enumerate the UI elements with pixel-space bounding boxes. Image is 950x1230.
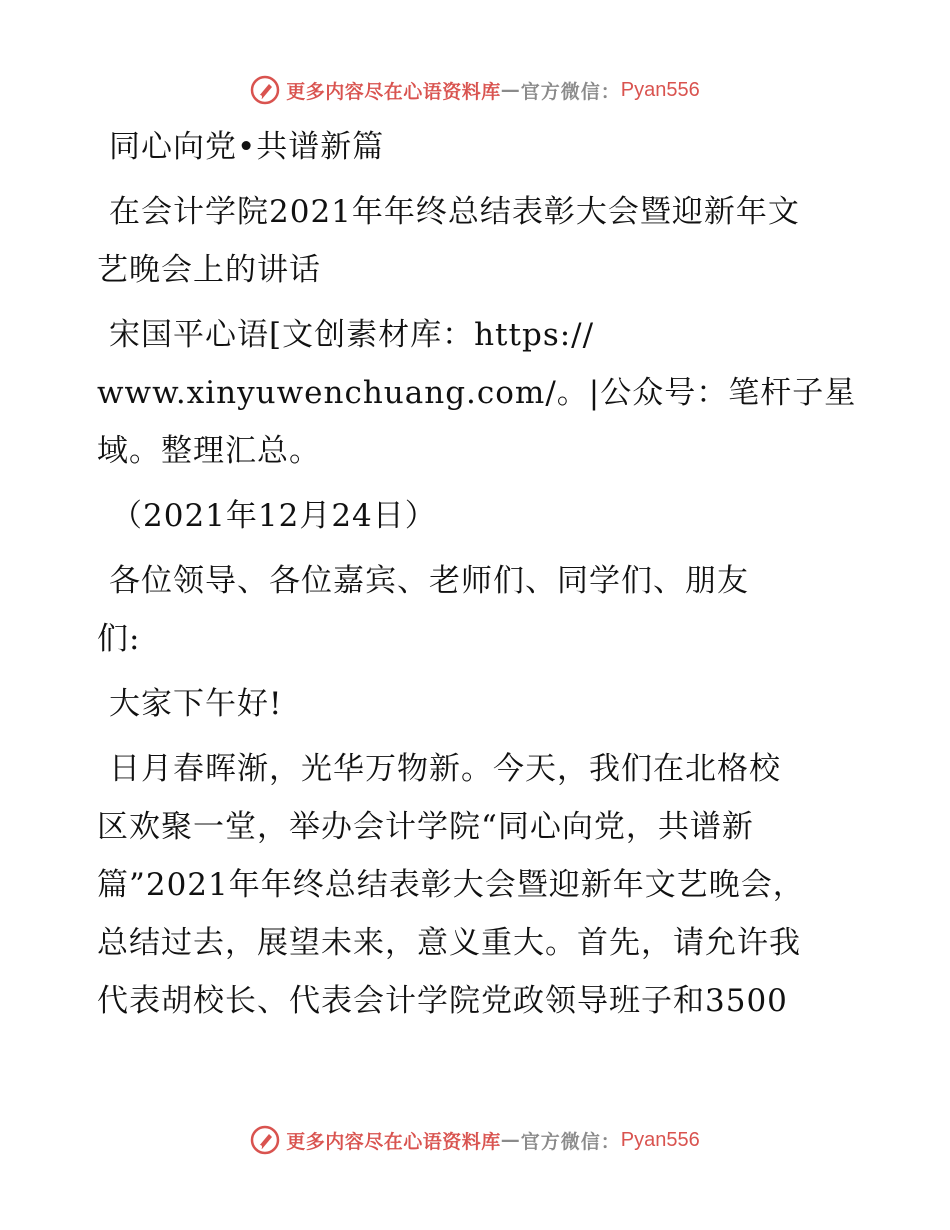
banner-dash: — (500, 79, 521, 101)
doc-author-line-1: 宋国平心语[文创素材库：https:// (109, 317, 595, 353)
footer-banner (0, 1120, 950, 1160)
banner-wechat-label: 官方微信： (520, 1130, 621, 1153)
doc-title: 同心向党•共谱新篇 (109, 129, 385, 165)
doc-salutation-line-2: 们: (97, 621, 141, 657)
doc-body-line-3: 篇”2021年年终总结表彰大会暨迎新年文艺晚会， (97, 867, 805, 903)
doc-body-line-5: 代表胡校长、代表会计学院党政领导班子和3500 (97, 983, 788, 1019)
banner-account: Pyan556 (620, 78, 700, 101)
doc-body-line-2: 区欢聚一堂，举办会计学院“同心向党，共谱新 (97, 809, 754, 845)
doc-date: （2021年12月24日） (111, 498, 437, 534)
doc-salutation-line-1: 各位领导、各位嘉宾、老师们、同学们、朋友 (109, 563, 749, 599)
banner-title: 更多内容尽在心语资料库 (286, 1130, 501, 1153)
doc-greeting: 大家下午好! (109, 686, 283, 722)
doc-author-line-2: www.xinyuwenchuang.com/。|公众号：笔杆子星 (97, 375, 857, 411)
banner-account: Pyan556 (620, 1128, 700, 1151)
doc-body-line-4: 总结过去，展望未来，意义重大。首先，请允许我 (97, 925, 801, 961)
banner-dash: — (500, 1129, 521, 1151)
doc-author-line-3: 域。整理汇总。 (97, 433, 321, 469)
header-banner (0, 70, 950, 110)
banner-wechat-label: 官方微信： (520, 80, 621, 103)
doc-subtitle-line-2: 艺晚会上的讲话 (97, 252, 321, 288)
banner-title: 更多内容尽在心语资料库 (286, 80, 501, 103)
pen-logo-icon (250, 1125, 280, 1155)
doc-subtitle-line-1: 在会计学院2021年年终总结表彰大会暨迎新年文 (109, 194, 800, 230)
doc-body-line-1: 日月春晖渐，光华万物新。今天，我们在北格校 (109, 751, 781, 787)
document-body (97, 118, 857, 1030)
pen-logo-icon (250, 75, 280, 105)
